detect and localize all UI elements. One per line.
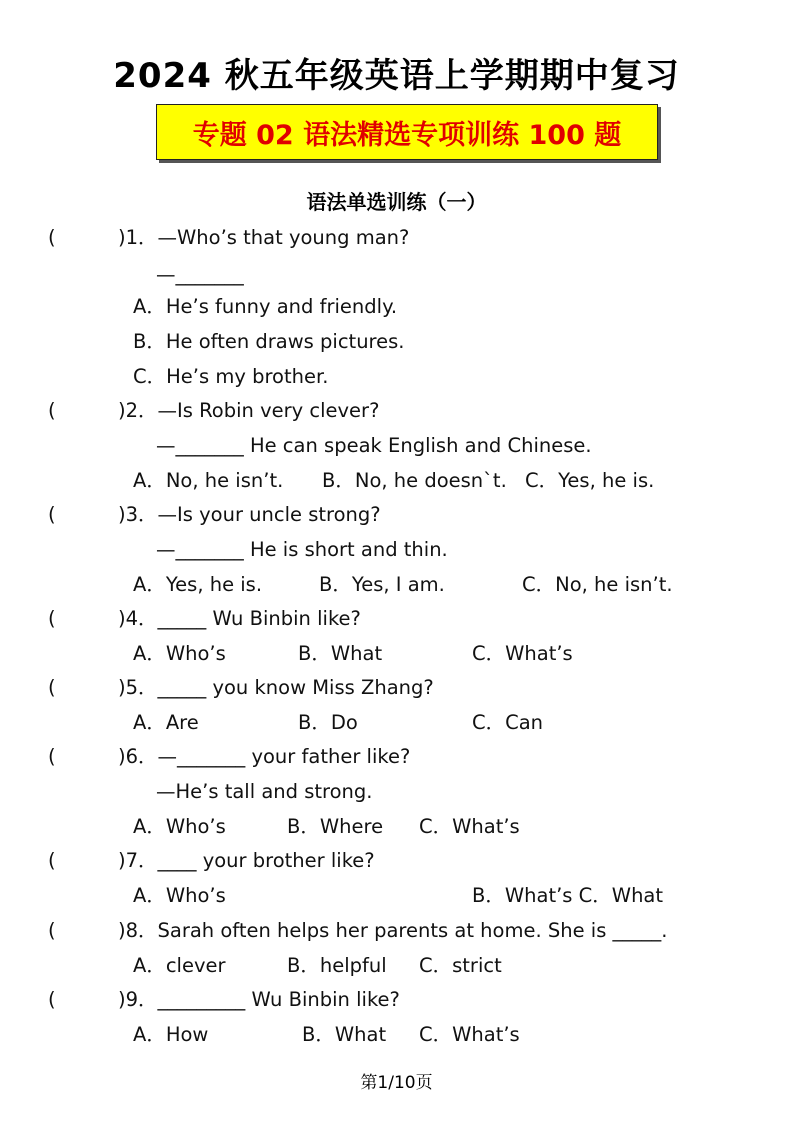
option: B．What’s C．What — [472, 884, 664, 907]
option: B．Where — [287, 815, 384, 838]
answer-paren: ( — [48, 503, 56, 526]
question-stem: )4．_____ Wu Binbin like? — [118, 607, 361, 630]
document-title: 2024 秋五年级英语上学期期中复习 — [113, 56, 680, 96]
option: B．helpful — [287, 954, 387, 977]
question-stem: )1．—Who’s that young man? — [118, 226, 410, 249]
question-line2: —He’s tall and strong. — [156, 780, 373, 803]
option: C．He’s my brother. — [133, 365, 329, 388]
option: A．How — [133, 1023, 209, 1046]
answer-paren: ( — [48, 226, 56, 249]
option: B．He often draws pictures. — [133, 330, 405, 353]
question-stem: )8．Sarah often helps her parents at home. She is _____. — [118, 919, 668, 942]
option: C．No, he isn’t. — [522, 573, 673, 596]
option: A．Who’s — [133, 642, 226, 665]
option: A．He’s funny and friendly. — [133, 295, 398, 318]
question-line2: —_______ — [156, 263, 244, 286]
option: B．What — [298, 642, 383, 665]
answer-paren: ( — [48, 399, 56, 422]
option: A．Are — [133, 711, 199, 734]
question-stem: )3．—Is your uncle strong? — [118, 503, 381, 526]
question-stem: )6．—_______ your father like? — [118, 745, 411, 768]
option: C．What’s — [419, 815, 520, 838]
option: A．Who’s — [133, 884, 226, 907]
question-line2: —_______ He is short and thin. — [156, 538, 448, 561]
option: B．What — [302, 1023, 387, 1046]
page-number: 第1/10页 — [360, 1073, 433, 1093]
section-heading: 语法单选训练（一） — [306, 190, 487, 214]
option: C．Yes, he is. — [525, 469, 655, 492]
answer-paren: ( — [48, 607, 56, 630]
subtitle-text: 专题 02 语法精选专项训练 100 题 — [192, 119, 622, 151]
answer-paren: ( — [48, 745, 56, 768]
question-stem: )9．_________ Wu Binbin like? — [118, 988, 400, 1011]
question-stem: )2．—Is Robin very clever? — [118, 399, 380, 422]
subtitle-banner — [156, 104, 658, 160]
option: B．Yes, I am. — [319, 573, 445, 596]
option: C．What’s — [419, 1023, 520, 1046]
question-stem: )7．____ your brother like? — [118, 849, 375, 872]
option: B．Do — [298, 711, 358, 734]
option: A．No, he isn’t. — [133, 469, 284, 492]
option: A．Who’s — [133, 815, 226, 838]
answer-paren: ( — [48, 919, 56, 942]
answer-paren: ( — [48, 849, 56, 872]
option: C．strict — [419, 954, 502, 977]
option: B．No, he doesn`t. — [322, 469, 507, 492]
answer-paren: ( — [48, 676, 56, 699]
option: A．Yes, he is. — [133, 573, 263, 596]
answer-paren: ( — [48, 988, 56, 1011]
option: A．clever — [133, 954, 226, 977]
option: C．What’s — [472, 642, 573, 665]
question-line2: —_______ He can speak English and Chinese. — [156, 434, 592, 457]
question-stem: )5．_____ you know Miss Zhang? — [118, 676, 434, 699]
option: C．Can — [472, 711, 544, 734]
